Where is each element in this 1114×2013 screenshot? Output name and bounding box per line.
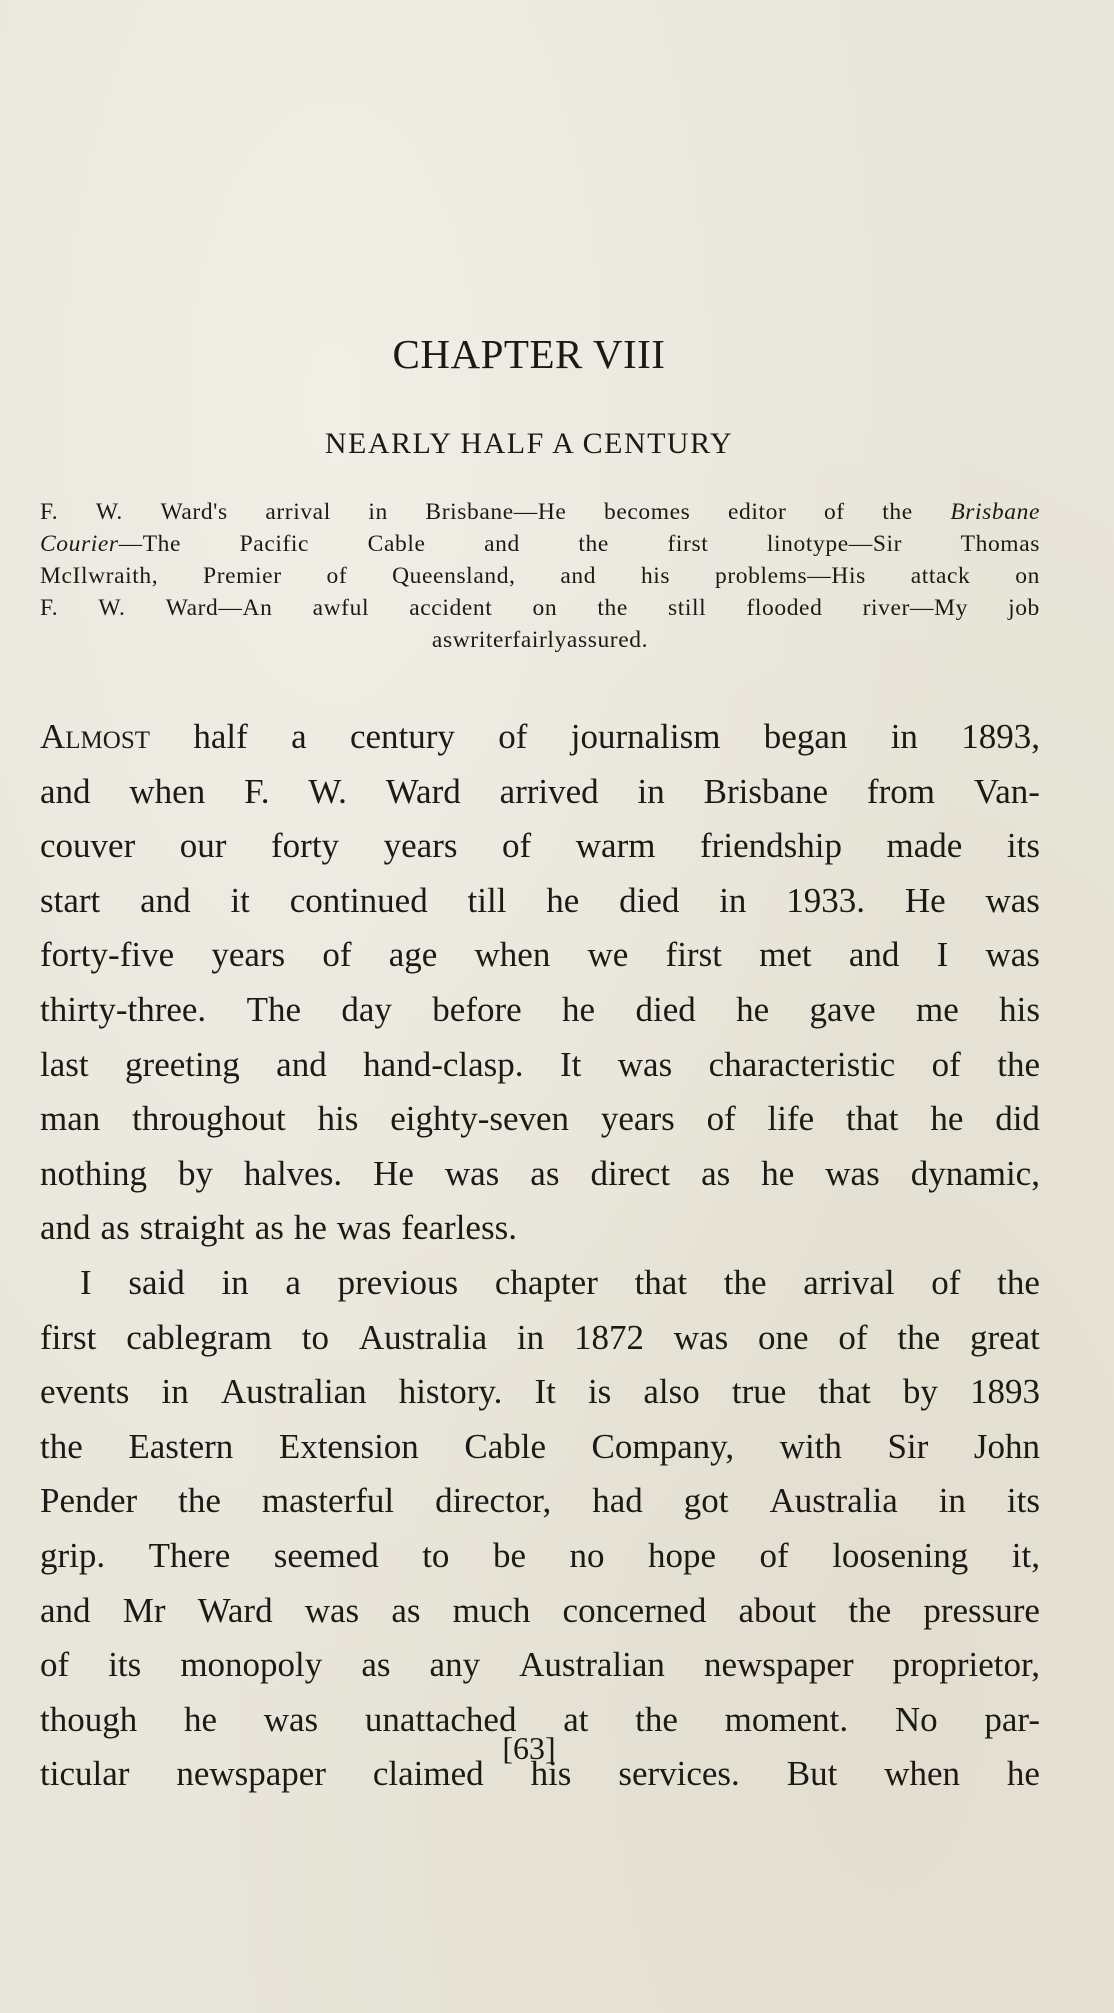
word: said [128,1262,185,1302]
word: W. [95,499,123,525]
word: he [293,1208,327,1248]
word: Courier—The [40,531,182,557]
text-line [40,1201,1040,1256]
word: events [40,1372,130,1412]
word: the [897,1317,941,1357]
word: hand-clasp. [363,1044,524,1084]
word: Ward [197,1590,273,1630]
word: But [786,1754,838,1794]
synopsis-line [40,528,1040,560]
word: our [179,826,227,866]
word: in [719,880,747,920]
word: a [285,1262,301,1302]
text-line [40,819,1040,874]
word: till [467,880,507,920]
word: first [665,935,722,975]
word: forty-five [40,935,175,975]
word: that [634,1262,688,1302]
word: proprietor, [892,1645,1040,1685]
word: start [40,880,101,920]
word: was [444,1153,500,1193]
word: was [673,1317,729,1357]
word: job [1008,595,1040,621]
word: loosening [832,1535,969,1575]
word: the [40,1426,83,1466]
word: warm [575,826,656,866]
word: greeting [125,1044,240,1084]
word: fairly [512,627,567,653]
word: made [886,826,963,866]
word: one [758,1317,809,1357]
word: Company, [591,1426,735,1466]
word: when [474,935,551,975]
word: had [592,1481,643,1521]
chapter-synopsis [40,496,1040,656]
word: Cable [367,531,426,557]
word: I [936,935,949,975]
text-line [40,874,1040,929]
text-line [40,765,1040,820]
word: services. [618,1754,740,1794]
word: and [276,1044,327,1084]
word: Brisbane [703,771,829,811]
word: a [291,717,307,756]
word: was [985,935,1040,975]
word: of [931,1044,961,1084]
word: we [587,935,629,975]
word: Queensland, [392,563,516,589]
word: the [597,595,628,621]
word: awful [312,595,370,621]
word: Almost [40,717,151,756]
word: history. [398,1372,503,1412]
word: Eastern [128,1426,234,1466]
word: Extension [278,1426,419,1466]
word: nothing [40,1153,147,1193]
word: of [931,1262,961,1302]
word: and [848,935,900,975]
word: Ward [385,771,461,811]
word: Ward's [160,499,228,525]
word: John [973,1426,1040,1466]
word: dynamic, [910,1153,1040,1193]
word: began [763,717,848,756]
word: was [825,1153,880,1193]
word: the [635,1699,678,1739]
word: be [492,1535,526,1575]
word: journalism [570,717,721,756]
word: chapter [494,1262,598,1302]
text-line [40,1256,1040,1311]
word: that [846,1099,899,1139]
word: grip. [40,1535,106,1575]
word: by [902,1372,938,1412]
word: was [263,1699,319,1739]
word: It [559,1044,582,1084]
word: great [969,1317,1040,1357]
word: man [40,1099,101,1139]
word: assured. [566,627,649,653]
word: McIlwraith, [40,563,159,589]
text-line [40,710,1040,765]
word: of [823,499,845,525]
word: Australian [519,1645,665,1685]
word: years [211,935,286,975]
word: of [838,1317,868,1357]
word: got [683,1481,729,1521]
word: as [100,1208,130,1248]
word: cablegram [126,1317,272,1357]
word: and [560,563,597,589]
word: forty [271,826,340,866]
word: director, [435,1481,552,1521]
word: at [563,1699,589,1739]
chapter-title: CHAPTER VIII [392,331,666,377]
word: he [761,1153,795,1193]
word: 1893 [969,1372,1040,1412]
word: in [368,499,388,525]
word: and [140,880,191,920]
word: arrival [803,1262,895,1302]
word: Brisbane—He [425,499,567,525]
word: Thomas [960,531,1040,557]
word: it, [1011,1535,1040,1575]
word: on [532,595,558,621]
word: as [391,1590,421,1630]
word: hope [647,1535,717,1575]
word: before [432,989,522,1029]
word: Australian [220,1372,367,1412]
word: met [759,935,812,975]
word: couver [40,826,136,866]
word: unattached [364,1699,517,1739]
word: in [890,717,918,756]
word: was [985,880,1040,920]
text-line [40,1638,1040,1693]
text-line [40,928,1040,983]
word: thirty-three. [40,989,207,1029]
word: was [617,1044,673,1084]
word: is [587,1372,612,1412]
word: I [80,1262,92,1302]
word: arrived [499,771,599,811]
word: as [530,1153,560,1193]
word: 1872 [573,1317,644,1357]
word: newspaper [176,1754,326,1794]
word: F. [40,499,59,525]
word: from [866,771,935,811]
word: editor [727,499,787,525]
word: It [534,1372,556,1412]
word: of [498,717,528,756]
word: he [562,989,596,1029]
text-line [40,1038,1040,1093]
word: last [40,1044,89,1084]
word: half [193,717,248,756]
word: in [938,1481,966,1521]
word: the [848,1590,892,1630]
word: halves. [243,1153,343,1193]
word: writer [452,627,513,653]
word: W. [98,595,126,621]
word: he [546,880,580,920]
word: life [767,1099,815,1139]
word: his [640,563,671,589]
word: par- [984,1699,1040,1739]
word: much [452,1590,531,1630]
synopsis-line [40,592,1040,624]
word: direct [590,1153,671,1193]
word: moment. [724,1699,849,1739]
word: died [619,880,680,920]
word: Cable [464,1426,546,1466]
word: still [668,595,707,621]
word: the [723,1262,767,1302]
word: eighty-seven [390,1099,570,1139]
word: Pender [40,1481,138,1521]
word: years [600,1099,675,1139]
word: W. [308,771,347,811]
word: flooded [746,595,823,621]
word: the [178,1481,221,1521]
word: previous [337,1262,459,1302]
word: he [736,989,770,1029]
word: died [635,989,696,1029]
word: did [995,1099,1040,1139]
text-line [40,1092,1040,1147]
word: its [108,1645,142,1685]
word: first [40,1317,97,1357]
word: years [383,826,458,866]
word: F. [40,595,59,621]
word: pressure [923,1590,1040,1630]
text-line [40,1420,1040,1475]
word: F. [244,771,270,811]
text-line [40,1529,1040,1584]
word: to [301,1317,329,1357]
word: day [341,989,392,1029]
word: Australia [769,1481,898,1521]
word: as [431,627,453,653]
word: to [422,1535,450,1575]
word: Premier [203,563,282,589]
word: Pacific [239,531,310,557]
word: with [779,1426,842,1466]
word: no [569,1535,605,1575]
page-number: [63] [502,1730,556,1766]
word: Brisbane [950,499,1040,525]
word: and [484,531,520,557]
word: 1933. [786,880,865,920]
word: The [246,989,301,1029]
word: There [148,1535,231,1575]
word: he [183,1699,217,1739]
word: the [997,1262,1040,1302]
word: Van- [973,771,1040,811]
word: gave [809,989,876,1029]
word: though [40,1699,138,1739]
word: Mr [122,1590,166,1630]
word: No [894,1699,938,1739]
word: by [177,1153,213,1193]
word: when [884,1754,961,1794]
word: accident [409,595,493,621]
text-line [40,1584,1040,1639]
word: as [361,1645,391,1685]
word: 1893, [961,717,1040,756]
word: it [230,880,250,920]
chapter-subtitle: NEARLY HALF A CENTURY [324,427,734,460]
word: concerned [562,1590,707,1630]
word: throughout [132,1099,286,1139]
word: when [129,771,206,811]
word: first [667,531,709,557]
word: as [701,1153,731,1193]
word: of [40,1645,70,1685]
word: of [759,1535,789,1575]
word: true [731,1372,787,1412]
word: of [502,826,532,866]
word: was [304,1590,360,1630]
word: river—My [862,595,968,621]
word: that [818,1372,871,1412]
word: on [1015,563,1040,589]
word: and [40,1590,91,1630]
word: linotype—Sir [766,531,903,557]
word: the [997,1044,1040,1084]
word: his [999,989,1040,1029]
word: in [637,771,665,811]
word: also [643,1372,700,1412]
text-line [40,983,1040,1038]
word: Sir [887,1426,929,1466]
word: seemed [273,1535,379,1575]
word: age [388,935,438,975]
word: arrival [265,499,331,525]
word: friendship [700,826,842,866]
word: problems—His [715,563,866,589]
word: He [904,880,946,920]
word: and [40,771,91,811]
word: about [738,1590,817,1630]
text-line [40,1365,1040,1420]
word: of [322,935,352,975]
word: his [530,1754,572,1794]
word: characteristic [708,1044,896,1084]
word: in [221,1262,249,1302]
word: was [336,1208,392,1248]
word: Australia [358,1317,488,1357]
text-line [40,1474,1040,1529]
synopsis-line [40,624,1040,656]
word: in [161,1372,189,1412]
word: the [578,531,609,557]
word: any [429,1645,481,1685]
word: in [516,1317,545,1357]
word: becomes [604,499,691,525]
synopsis-line [40,496,1040,528]
word: and [40,1208,91,1248]
word: he [930,1099,964,1139]
word: its [1006,1481,1040,1521]
word: masterful [261,1481,395,1521]
word: monopoly [180,1645,323,1685]
word: of [706,1099,736,1139]
synopsis-line [40,560,1040,592]
body-text [40,710,1040,1802]
word: claimed [372,1754,484,1794]
word: he [1006,1754,1040,1794]
word: the [882,499,913,525]
word: He [373,1153,414,1193]
word: me [915,989,959,1029]
word: his [317,1099,359,1139]
word: Ward—An [165,595,273,621]
word: ticular [40,1754,130,1794]
word: attack [910,563,971,589]
word: straight [139,1208,245,1248]
word: century [349,717,455,756]
word: of [326,563,348,589]
word: as [254,1208,284,1248]
word: newspaper [703,1645,854,1685]
text-line [40,1147,1040,1202]
word: continued [289,880,428,920]
word: its [1006,826,1040,866]
text-line [40,1311,1040,1366]
word: fearless. [401,1208,517,1248]
